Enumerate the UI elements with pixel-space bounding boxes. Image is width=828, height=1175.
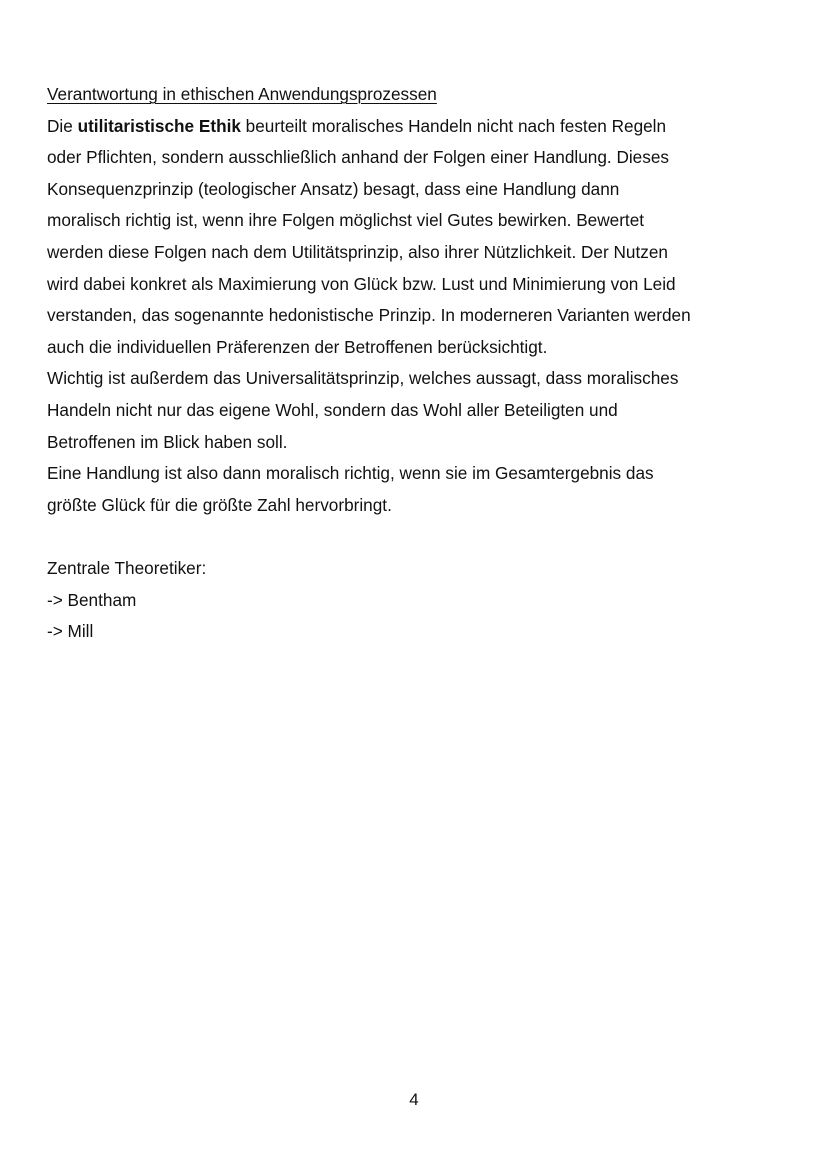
paragraph-line: größte Glück für die größte Zahl hervorbringt. xyxy=(47,494,392,515)
paragraph-line: Betroffenen im Blick haben soll. xyxy=(47,431,288,452)
paragraph-line: Handeln nicht nur das eigene Wohl, sondern das Wohl aller Beteiligten und xyxy=(47,399,618,420)
bold-term: utilitaristische Ethik xyxy=(77,115,241,136)
paragraph-universality xyxy=(47,363,787,458)
section-heading: Verantwortung in ethischen Anwendungsprozessen xyxy=(47,84,437,104)
paragraph-line: werden diese Folgen nach dem Utilitätsprinzip, also ihrer Nützlichkeit. Der Nutzen xyxy=(47,241,668,262)
paragraph-conclusion xyxy=(47,458,787,521)
theorist-item: -> Bentham xyxy=(47,589,137,610)
paragraph-line: moralisch richtig ist, wenn ihre Folgen möglichst viel Gutes bewirken. Bewertet xyxy=(47,210,645,231)
paragraph-utilitarian-ethics xyxy=(47,111,787,364)
paragraph-line: verstanden, das sogenannte hedonistische Prinzip. In moderneren Varianten werden xyxy=(47,305,691,326)
theorists-list xyxy=(47,553,787,648)
blank-line xyxy=(47,521,787,553)
text-run: Die xyxy=(47,115,78,136)
paragraph-line: Konsequenzprinzip (teologischer Ansatz) besagt, dass eine Handlung dann xyxy=(47,178,620,199)
theorists-label: Zentrale Theoretiker: xyxy=(47,557,207,578)
text-run: beurteilt moralisches Handeln nicht nach festen Regeln xyxy=(240,115,667,136)
paragraph-line: auch die individuellen Präferenzen der Betroffenen berücksichtigt. xyxy=(47,336,548,357)
paragraph-line: oder Pflichten, sondern ausschließlich anhand der Folgen einer Handlung. Dieses xyxy=(47,147,669,168)
page-number: 4 xyxy=(409,1090,419,1109)
paragraph-line: wird dabei konkret als Maximierung von Glück bzw. Lust und Minimierung von Leid xyxy=(47,273,676,294)
page-content xyxy=(47,79,787,648)
paragraph-line xyxy=(47,111,787,143)
paragraph-line: Eine Handlung ist also dann moralisch richtig, wenn sie im Gesamtergebnis das xyxy=(47,463,654,484)
theorist-item: -> Mill xyxy=(47,621,94,642)
paragraph-line: Wichtig ist außerdem das Universalitätsprinzip, welches aussagt, dass moralisches xyxy=(47,368,679,389)
